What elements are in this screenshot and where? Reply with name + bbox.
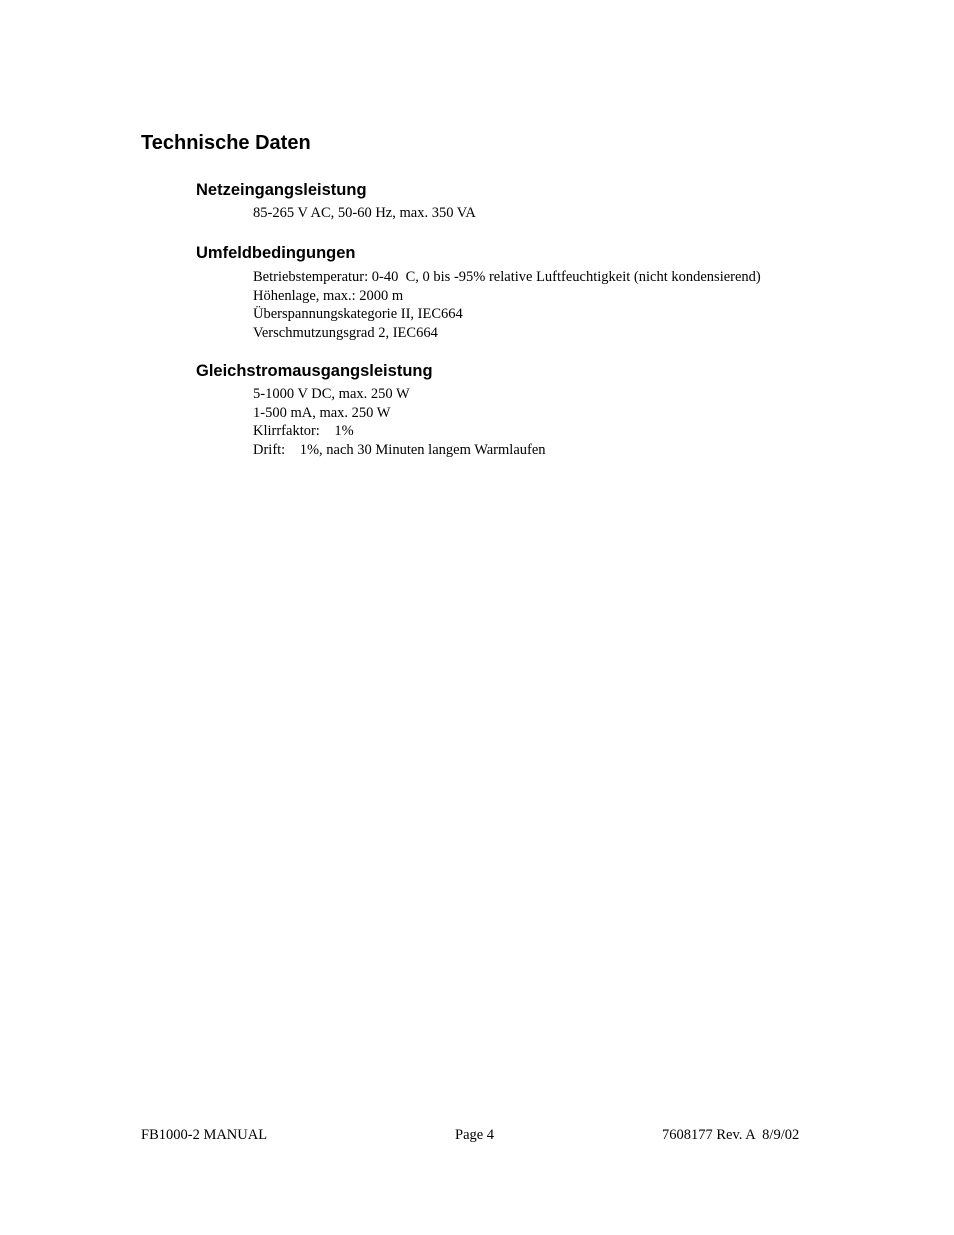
section-body — [253, 385, 546, 459]
section-netzeingangsleistung — [196, 179, 476, 223]
section-body — [253, 268, 761, 342]
spec-line: Drift: 1%, nach 30 Minuten langem Warmlaufen — [253, 441, 546, 458]
spec-line: 1-500 mA, max. 250 W — [253, 404, 391, 421]
spec-line: Betriebstemperatur: 0-40 C, 0 bis -95% relative Luftfeuchtigkeit (nicht kondensierend) — [253, 269, 761, 285]
section-heading: Gleichstromausgangsleistung — [196, 362, 433, 380]
spec-line: Klirrfaktor: 1% — [253, 423, 354, 439]
section-umfeldbedingungen — [196, 242, 761, 342]
section-heading: Umfeldbedingungen — [196, 244, 356, 262]
section-heading: Netzeingangsleistung — [196, 181, 367, 199]
section-body — [253, 204, 476, 223]
footer-revision: 7608177 Rev. A 8/9/02 — [662, 1127, 800, 1143]
footer-page-number: Page 4 — [455, 1127, 495, 1143]
spec-line: 85-265 V AC, 50-60 Hz, max. 350 VA — [253, 205, 476, 221]
spec-line: Verschmutzungsgrad 2, IEC664 — [253, 324, 438, 341]
page-title: Technische Daten — [141, 132, 311, 154]
spec-line: Höhenlage, max.: 2000 m — [253, 287, 404, 304]
spec-line: Überspannungskategorie II, IEC664 — [253, 306, 463, 322]
section-gleichstromausgangsleistung — [196, 360, 546, 459]
footer-manual-name: FB1000-2 MANUAL — [141, 1127, 268, 1143]
spec-line: 5-1000 V DC, max. 250 W — [253, 386, 410, 402]
